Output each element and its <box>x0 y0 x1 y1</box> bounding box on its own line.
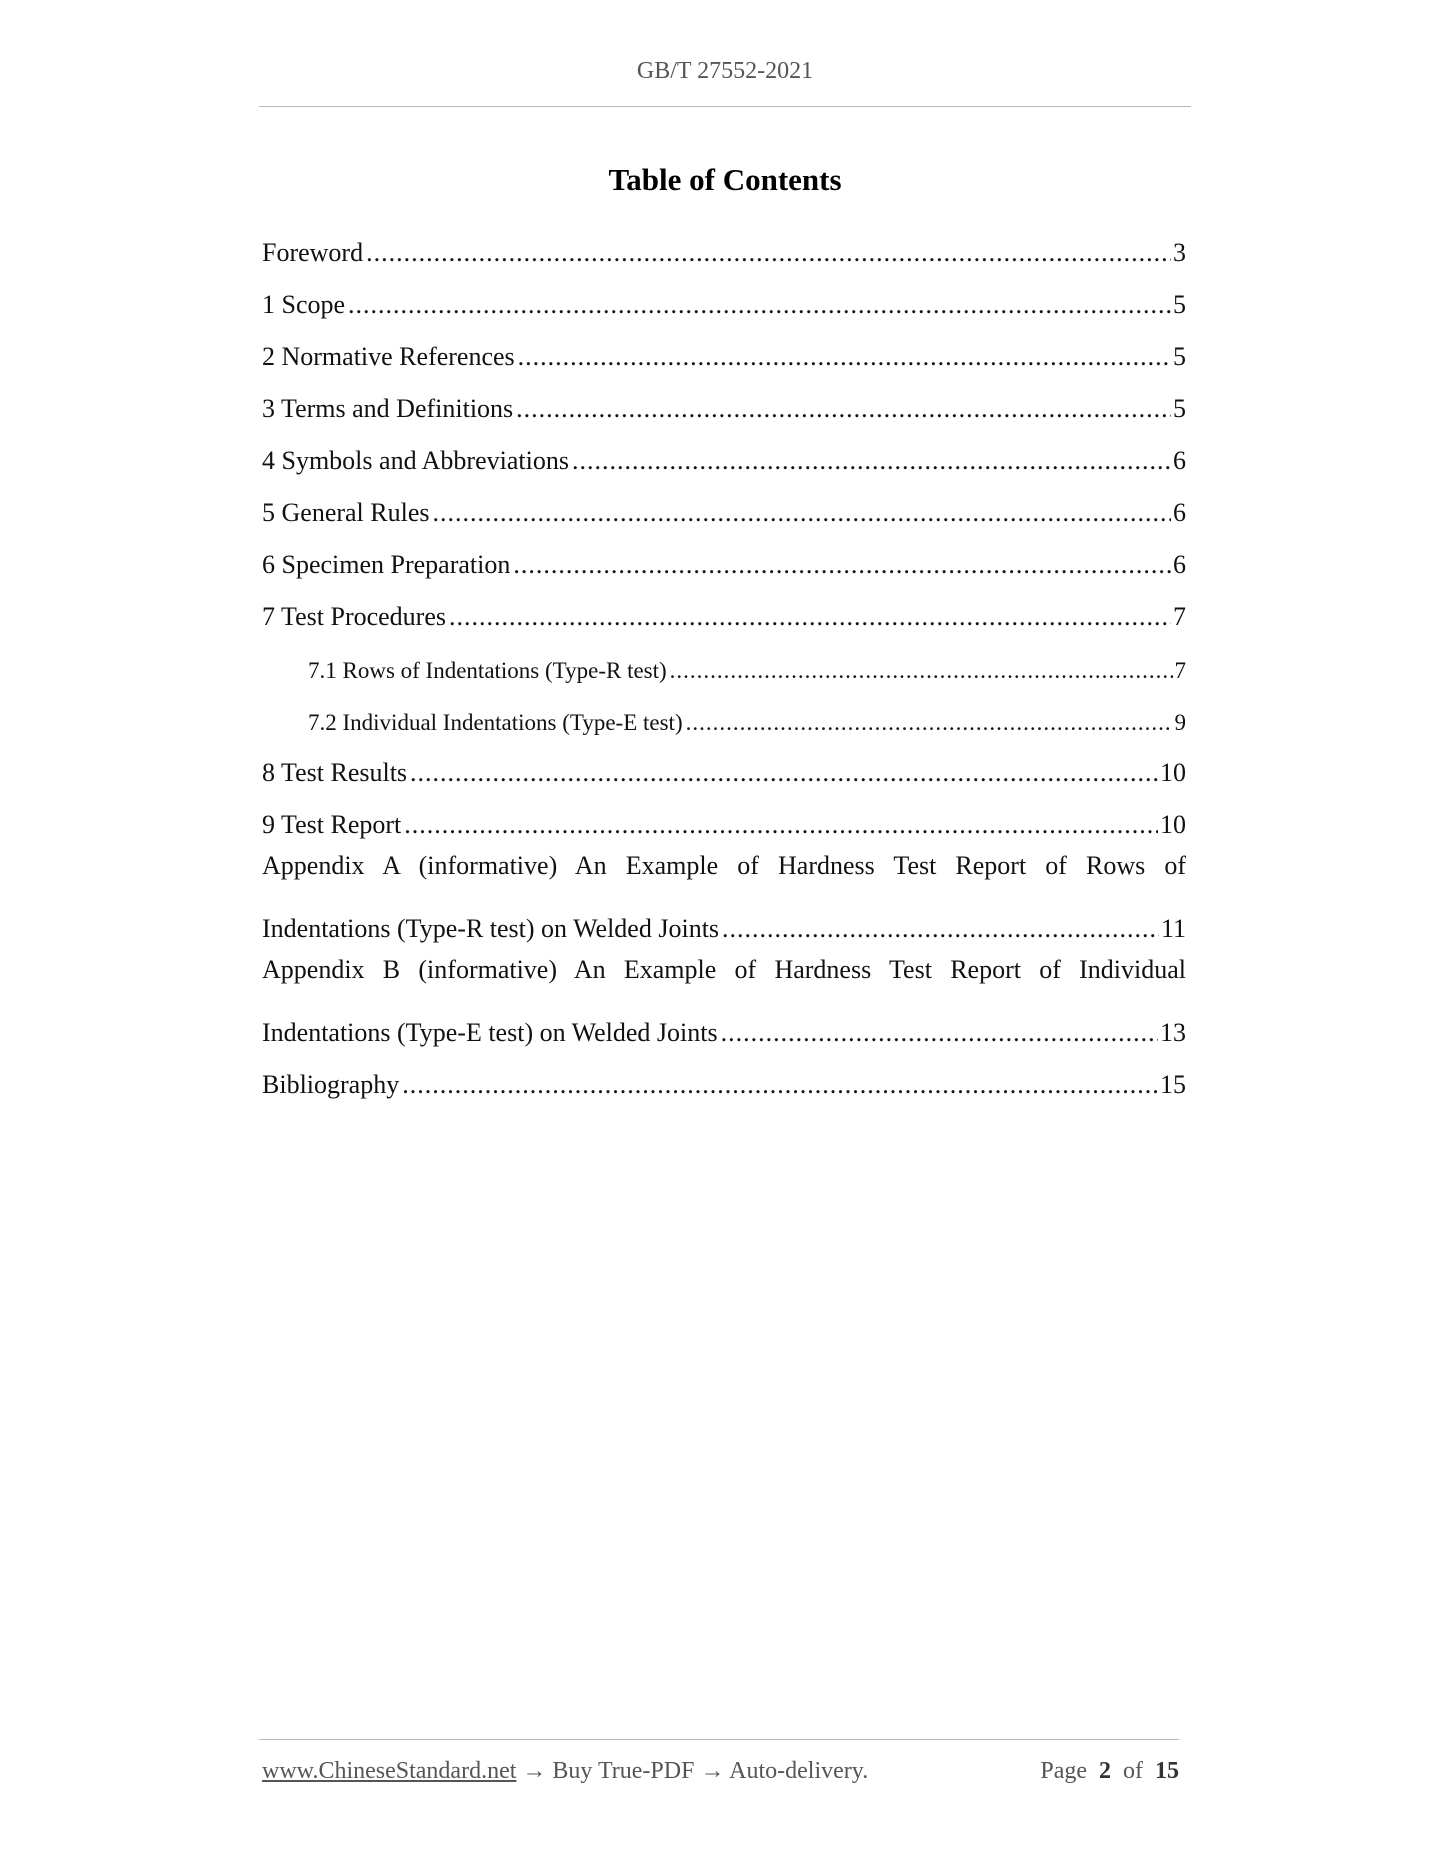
toc-entry-test-procedures[interactable] <box>262 580 1186 632</box>
toc-entry-label: 1 Scope <box>262 290 346 319</box>
toc-entry-bibliography[interactable] <box>262 1048 1186 1100</box>
buy-true-pdf-text: Buy True-PDF <box>552 1758 695 1784</box>
toc-entry-page: 3 <box>1173 238 1186 267</box>
toc-entry-page: 6 <box>1173 498 1186 527</box>
dot-leader <box>513 550 1171 580</box>
toc-entry-page: 7 <box>1174 658 1186 683</box>
toc-entry-terms-definitions[interactable] <box>262 372 1186 424</box>
toc-entry-label: 7 Test Procedures <box>262 602 446 631</box>
toc-entry-label: 5 General Rules <box>262 498 430 527</box>
arrow-right-icon: → <box>700 1758 725 1784</box>
dot-leader <box>404 810 1158 840</box>
toc-entry-label: 8 Test Results <box>262 758 408 787</box>
dot-leader <box>433 498 1171 528</box>
page-footer <box>262 1758 1179 1785</box>
toc-entry-label: Indentations (Type-R test) on Welded Joints <box>262 914 720 943</box>
toc-entry-appendix-b-line1[interactable] <box>262 944 1186 996</box>
toc-entry-page: 5 <box>1173 290 1186 319</box>
dot-leader <box>410 758 1158 788</box>
toc-entry-label: 7.1 Rows of Indentations (Type-R test) <box>308 658 667 683</box>
toc-entry-scope[interactable] <box>262 268 1186 320</box>
toc-entry-label: Foreword <box>262 238 364 267</box>
dot-leader <box>670 658 1173 684</box>
dot-leader <box>366 238 1171 268</box>
toc-entry-page: 10 <box>1160 758 1186 787</box>
toc-entry-page: 15 <box>1160 1070 1186 1099</box>
toc-entry-specimen-preparation[interactable] <box>262 528 1186 580</box>
toc-entry-page: 6 <box>1173 446 1186 475</box>
footer-divider <box>259 1739 1179 1740</box>
toc-entry-page: 11 <box>1160 914 1186 943</box>
toc-entry-appendix-a[interactable] <box>262 892 1186 944</box>
dot-leader <box>572 446 1171 476</box>
dot-leader <box>686 710 1173 736</box>
toc-entry-label: Appendix B (informative) An Example of Hardness Test Report of Individual <box>262 955 1186 984</box>
toc-entry-label: 4 Symbols and Abbreviations <box>262 446 569 475</box>
toc-entry-page: 10 <box>1160 810 1186 839</box>
dot-leader <box>348 290 1171 320</box>
toc-entry-appendix-b[interactable] <box>262 996 1186 1048</box>
toc-title: Table of Contents <box>608 162 842 197</box>
toc-entry-general-rules[interactable] <box>262 476 1186 528</box>
toc-entry-label: 6 Specimen Preparation <box>262 550 511 579</box>
arrow-right-icon: → <box>522 1758 547 1784</box>
toc-entry-test-results[interactable] <box>262 736 1186 788</box>
page-word: Page <box>1040 1758 1087 1784</box>
dot-leader <box>721 1018 1158 1048</box>
website-link[interactable]: www.ChineseStandard.net <box>262 1758 517 1784</box>
total-pages-number: 15 <box>1155 1758 1179 1784</box>
dot-leader <box>722 914 1159 944</box>
toc-entry-page: 5 <box>1173 342 1186 371</box>
toc-entry-test-report[interactable] <box>262 788 1186 840</box>
of-word: of <box>1123 1758 1143 1784</box>
toc-entry-individual-indentations[interactable] <box>308 684 1186 736</box>
toc-entry-page: 9 <box>1174 710 1186 735</box>
toc-entry-label: 7.2 Individual Indentations (Type-E test) <box>308 710 683 735</box>
footer-promo <box>262 1758 868 1785</box>
document-code-header: GB/T 27552-2021 <box>636 58 814 84</box>
toc-entry-label: 3 Terms and Definitions <box>262 394 514 423</box>
toc-entry-page: 6 <box>1173 550 1186 579</box>
toc-entry-appendix-a-line1[interactable] <box>262 840 1186 892</box>
auto-delivery-text: Auto-delivery. <box>729 1758 869 1784</box>
dot-leader <box>516 394 1171 424</box>
toc-entry-label: 2 Normative References <box>262 342 515 371</box>
page-indicator <box>1040 1758 1179 1785</box>
toc-entry-page: 5 <box>1173 394 1186 423</box>
header-divider <box>259 106 1191 107</box>
toc-entry-label: Bibliography <box>262 1070 400 1099</box>
toc-entry-normative-references[interactable] <box>262 320 1186 372</box>
dot-leader <box>402 1070 1158 1100</box>
toc-entry-page: 7 <box>1173 602 1186 631</box>
current-page-number: 2 <box>1099 1758 1111 1784</box>
toc-entry-label: Indentations (Type-E test) on Welded Joints <box>262 1018 718 1047</box>
dot-leader <box>518 342 1171 372</box>
toc-entry-label: 9 Test Report <box>262 810 402 839</box>
dot-leader <box>449 602 1171 632</box>
toc-entry-rows-of-indentations[interactable] <box>308 632 1186 684</box>
toc-entry-label: Appendix A (informative) An Example of Hardness Test Report of Rows of <box>262 851 1186 880</box>
toc-entry-symbols-abbreviations[interactable] <box>262 424 1186 476</box>
toc-entry-foreword[interactable] <box>262 216 1186 268</box>
toc-entry-page: 13 <box>1160 1018 1186 1047</box>
